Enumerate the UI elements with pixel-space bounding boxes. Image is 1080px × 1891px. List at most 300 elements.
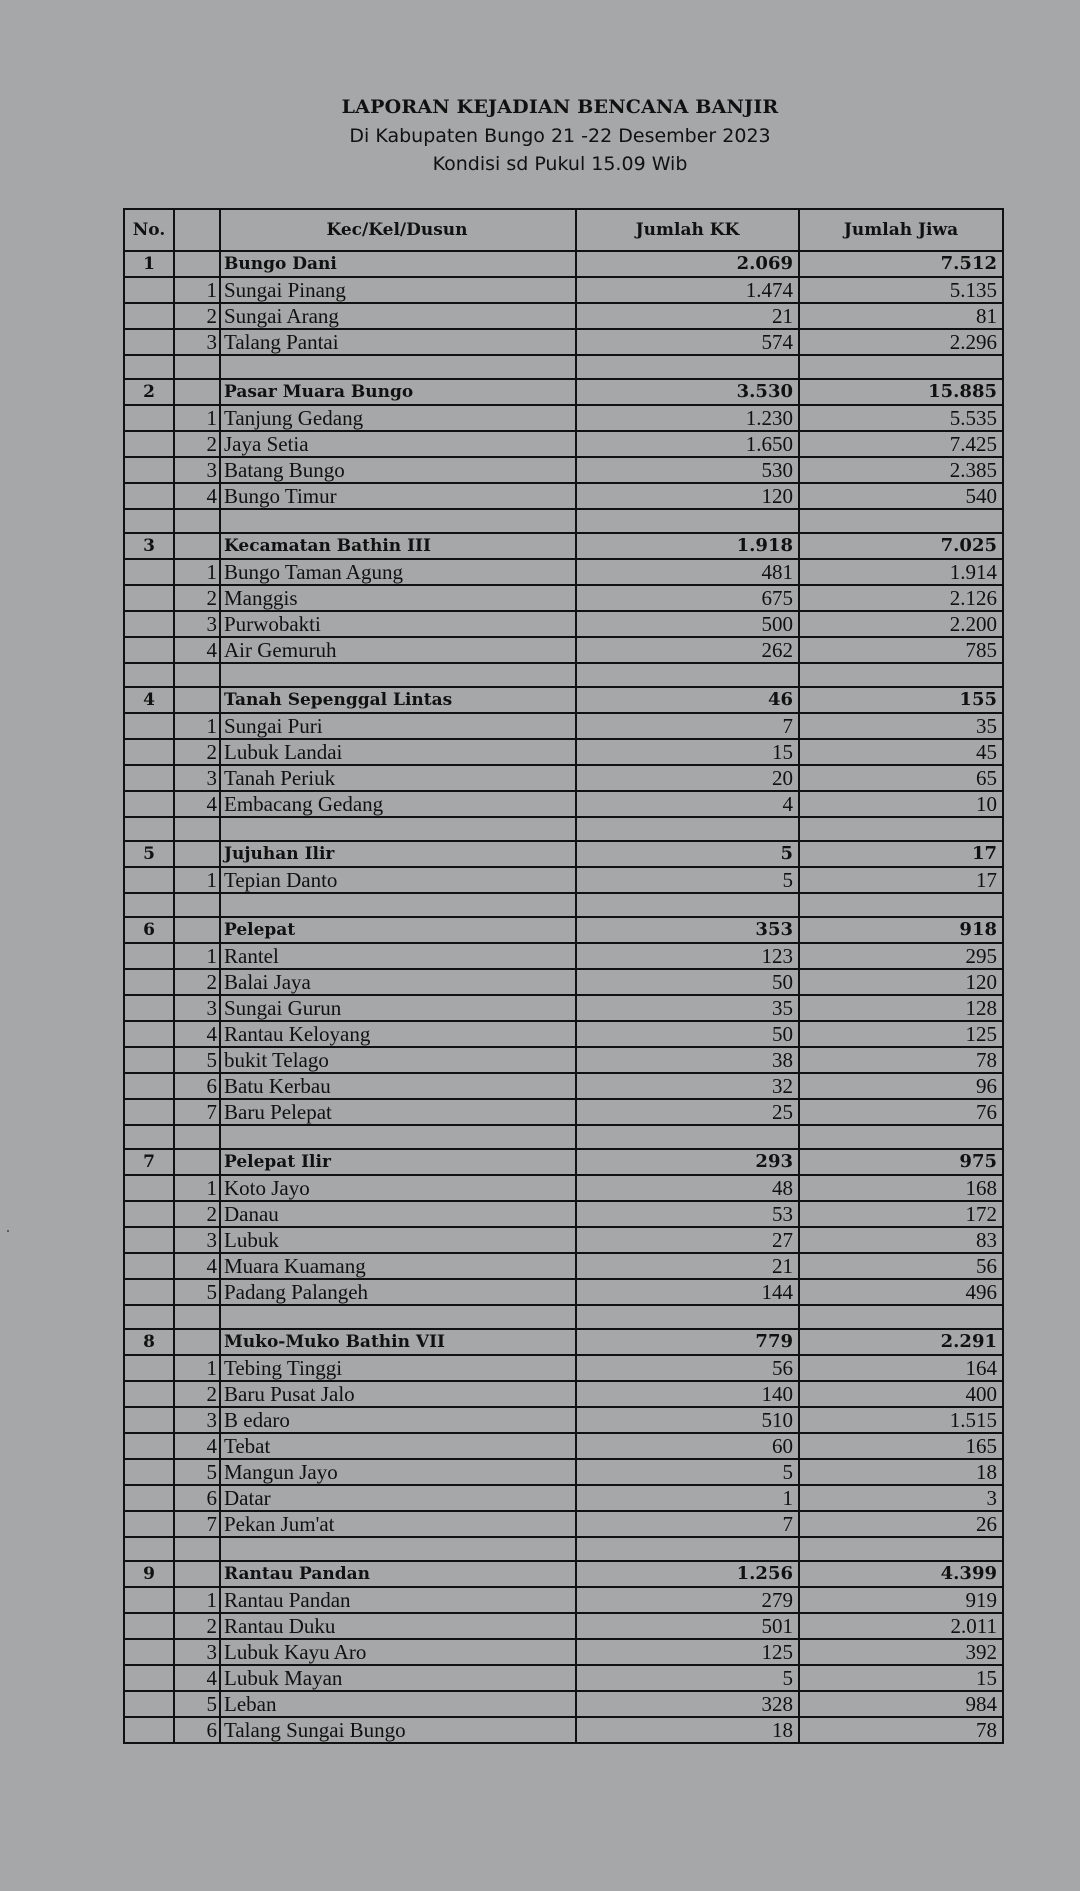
empty-cell — [174, 509, 220, 533]
village-jiwa: 83 — [799, 1227, 1003, 1253]
empty-cell — [124, 1407, 174, 1433]
village-row — [124, 585, 1003, 611]
village-row — [124, 1175, 1003, 1201]
empty-cell — [124, 1305, 174, 1329]
spacer-row — [124, 355, 1003, 379]
village-row — [124, 1587, 1003, 1613]
empty-cell — [576, 509, 799, 533]
village-index: 1 — [174, 1355, 220, 1381]
village-row — [124, 1511, 1003, 1537]
village-jiwa: 128 — [799, 995, 1003, 1021]
header-index — [174, 209, 220, 251]
empty-cell — [124, 303, 174, 329]
empty-cell — [124, 969, 174, 995]
empty-cell — [124, 355, 174, 379]
empty-cell — [124, 893, 174, 917]
village-kk: 1.230 — [576, 405, 799, 431]
village-kk: 60 — [576, 1433, 799, 1459]
village-index: 1 — [174, 713, 220, 739]
empty-cell — [799, 509, 1003, 533]
village-index: 5 — [174, 1279, 220, 1305]
village-name: Bungo Timur — [220, 483, 576, 509]
village-kk: 501 — [576, 1613, 799, 1639]
village-row — [124, 1407, 1003, 1433]
district-row — [124, 687, 1003, 713]
report-condition: Kondisi sd Pukul 15.09 Wib — [432, 153, 688, 175]
empty-cell — [124, 1253, 174, 1279]
empty-cell — [174, 1537, 220, 1561]
village-jiwa: 785 — [799, 637, 1003, 663]
empty-cell — [124, 1691, 174, 1717]
village-name: Jaya Setia — [220, 431, 576, 457]
village-row — [124, 329, 1003, 355]
village-index: 7 — [174, 1511, 220, 1537]
district-jiwa-total: 7.025 — [799, 533, 1003, 559]
village-name: Danau — [220, 1201, 576, 1227]
village-jiwa: 400 — [799, 1381, 1003, 1407]
district-row — [124, 1329, 1003, 1355]
village-index: 3 — [174, 611, 220, 637]
header-name: Kec/Kel/Dusun — [220, 209, 576, 251]
village-index: 5 — [174, 1691, 220, 1717]
empty-cell — [124, 943, 174, 969]
flood-report-table — [123, 208, 1004, 1744]
village-name: Batang Bungo — [220, 457, 576, 483]
table-header-row — [124, 209, 1003, 251]
empty-cell — [124, 1433, 174, 1459]
village-jiwa: 2.200 — [799, 611, 1003, 637]
village-kk: 279 — [576, 1587, 799, 1613]
village-kk: 144 — [576, 1279, 799, 1305]
village-row — [124, 739, 1003, 765]
district-number: 2 — [124, 379, 174, 405]
village-kk: 21 — [576, 303, 799, 329]
village-jiwa: 7.425 — [799, 431, 1003, 457]
village-jiwa: 3 — [799, 1485, 1003, 1511]
empty-cell — [124, 585, 174, 611]
village-jiwa: 168 — [799, 1175, 1003, 1201]
district-name: Pelepat — [220, 917, 576, 943]
village-jiwa: 172 — [799, 1201, 1003, 1227]
village-index: 6 — [174, 1717, 220, 1743]
village-row — [124, 1665, 1003, 1691]
empty-cell — [220, 355, 576, 379]
village-index: 2 — [174, 1201, 220, 1227]
village-row — [124, 1253, 1003, 1279]
district-number: 1 — [124, 251, 174, 277]
village-row — [124, 765, 1003, 791]
district-name: Kecamatan Bathin III — [220, 533, 576, 559]
village-index: 2 — [174, 969, 220, 995]
empty-cell — [220, 1305, 576, 1329]
village-index: 4 — [174, 791, 220, 817]
empty-cell — [124, 817, 174, 841]
empty-cell — [124, 1639, 174, 1665]
village-kk: 56 — [576, 1355, 799, 1381]
village-name: B edaro — [220, 1407, 576, 1433]
village-jiwa: 125 — [799, 1021, 1003, 1047]
empty-cell — [799, 893, 1003, 917]
village-row — [124, 559, 1003, 585]
village-jiwa: 2.126 — [799, 585, 1003, 611]
village-row — [124, 1279, 1003, 1305]
village-kk: 328 — [576, 1691, 799, 1717]
empty-cell — [174, 1125, 220, 1149]
empty-cell — [124, 1355, 174, 1381]
village-index: 1 — [174, 1587, 220, 1613]
village-kk: 38 — [576, 1047, 799, 1073]
empty-cell — [124, 1073, 174, 1099]
village-index: 2 — [174, 1381, 220, 1407]
scan-speck — [7, 1230, 9, 1232]
village-index: 5 — [174, 1459, 220, 1485]
village-kk: 140 — [576, 1381, 799, 1407]
empty-cell — [576, 1537, 799, 1561]
village-name: Lubuk Landai — [220, 739, 576, 765]
district-kk-total: 1.256 — [576, 1561, 799, 1587]
header-jiwa: Jumlah Jiwa — [799, 209, 1003, 251]
village-kk: 5 — [576, 1459, 799, 1485]
village-jiwa: 120 — [799, 969, 1003, 995]
empty-cell — [174, 841, 220, 867]
spacer-row — [124, 1305, 1003, 1329]
village-index: 3 — [174, 1407, 220, 1433]
village-jiwa: 1.515 — [799, 1407, 1003, 1433]
village-index: 4 — [174, 483, 220, 509]
empty-cell — [174, 1561, 220, 1587]
empty-cell — [124, 1047, 174, 1073]
village-name: Rantau Pandan — [220, 1587, 576, 1613]
district-row — [124, 1149, 1003, 1175]
empty-cell — [124, 611, 174, 637]
empty-cell — [124, 1125, 174, 1149]
village-name: Bungo Taman Agung — [220, 559, 576, 585]
district-jiwa-total: 15.885 — [799, 379, 1003, 405]
village-index: 4 — [174, 1433, 220, 1459]
village-name: Batu Kerbau — [220, 1073, 576, 1099]
village-index: 1 — [174, 277, 220, 303]
village-kk: 53 — [576, 1201, 799, 1227]
village-kk: 1.650 — [576, 431, 799, 457]
spacer-row — [124, 1537, 1003, 1561]
village-kk: 20 — [576, 765, 799, 791]
district-jiwa-total: 17 — [799, 841, 1003, 867]
district-row — [124, 1561, 1003, 1587]
village-jiwa: 76 — [799, 1099, 1003, 1125]
empty-cell — [124, 1279, 174, 1305]
village-name: Sungai Arang — [220, 303, 576, 329]
village-jiwa: 15 — [799, 1665, 1003, 1691]
district-kk-total: 46 — [576, 687, 799, 713]
empty-cell — [799, 663, 1003, 687]
empty-cell — [174, 687, 220, 713]
village-jiwa: 56 — [799, 1253, 1003, 1279]
village-jiwa: 295 — [799, 943, 1003, 969]
empty-cell — [124, 277, 174, 303]
empty-cell — [174, 817, 220, 841]
village-jiwa: 10 — [799, 791, 1003, 817]
village-jiwa: 78 — [799, 1047, 1003, 1073]
village-index: 1 — [174, 943, 220, 969]
village-index: 1 — [174, 1175, 220, 1201]
empty-cell — [124, 1717, 174, 1743]
empty-cell — [174, 893, 220, 917]
village-name: Sungai Gurun — [220, 995, 576, 1021]
empty-cell — [124, 867, 174, 893]
district-jiwa-total: 155 — [799, 687, 1003, 713]
village-index: 7 — [174, 1099, 220, 1125]
village-name: Talang Sungai Bungo — [220, 1717, 576, 1743]
village-kk: 1 — [576, 1485, 799, 1511]
district-name: Pasar Muara Bungo — [220, 379, 576, 405]
empty-cell — [174, 1329, 220, 1355]
district-row — [124, 841, 1003, 867]
village-row — [124, 713, 1003, 739]
village-jiwa: 35 — [799, 713, 1003, 739]
village-name: Tebing Tinggi — [220, 1355, 576, 1381]
village-kk: 5 — [576, 867, 799, 893]
empty-cell — [576, 663, 799, 687]
village-name: Purwobakti — [220, 611, 576, 637]
village-row — [124, 791, 1003, 817]
empty-cell — [124, 1201, 174, 1227]
district-number: 7 — [124, 1149, 174, 1175]
empty-cell — [124, 995, 174, 1021]
district-number: 5 — [124, 841, 174, 867]
empty-cell — [220, 817, 576, 841]
village-name: Tanah Periuk — [220, 765, 576, 791]
village-jiwa: 165 — [799, 1433, 1003, 1459]
empty-cell — [124, 1587, 174, 1613]
village-row — [124, 995, 1003, 1021]
village-kk: 21 — [576, 1253, 799, 1279]
village-kk: 481 — [576, 559, 799, 585]
village-jiwa: 164 — [799, 1355, 1003, 1381]
village-index: 1 — [174, 559, 220, 585]
village-row — [124, 969, 1003, 995]
empty-cell — [124, 1227, 174, 1253]
village-row — [124, 303, 1003, 329]
empty-cell — [220, 1537, 576, 1561]
village-kk: 125 — [576, 1639, 799, 1665]
empty-cell — [576, 1125, 799, 1149]
village-kk: 50 — [576, 969, 799, 995]
empty-cell — [124, 663, 174, 687]
empty-cell — [799, 1305, 1003, 1329]
village-kk: 120 — [576, 483, 799, 509]
village-index: 4 — [174, 1665, 220, 1691]
village-name: Tanjung Gedang — [220, 405, 576, 431]
header-no: No. — [124, 209, 174, 251]
village-row — [124, 1485, 1003, 1511]
village-kk: 18 — [576, 1717, 799, 1743]
village-index: 2 — [174, 1613, 220, 1639]
district-number: 3 — [124, 533, 174, 559]
district-kk-total: 293 — [576, 1149, 799, 1175]
village-kk: 7 — [576, 713, 799, 739]
village-row — [124, 1355, 1003, 1381]
village-kk: 500 — [576, 611, 799, 637]
village-index: 4 — [174, 1253, 220, 1279]
empty-cell — [576, 355, 799, 379]
empty-cell — [124, 509, 174, 533]
village-kk: 574 — [576, 329, 799, 355]
empty-cell — [174, 533, 220, 559]
village-row — [124, 1639, 1003, 1665]
village-row — [124, 1099, 1003, 1125]
village-row — [124, 1613, 1003, 1639]
village-row — [124, 637, 1003, 663]
village-jiwa: 65 — [799, 765, 1003, 791]
report-title: LAPORAN KEJADIAN BENCANA BANJIR — [341, 96, 779, 118]
district-number: 4 — [124, 687, 174, 713]
village-name: bukit Telago — [220, 1047, 576, 1073]
empty-cell — [174, 1149, 220, 1175]
village-index: 3 — [174, 329, 220, 355]
district-kk-total: 3.530 — [576, 379, 799, 405]
village-name: Sungai Pinang — [220, 277, 576, 303]
village-name: Lubuk Kayu Aro — [220, 1639, 576, 1665]
village-name: Lubuk — [220, 1227, 576, 1253]
village-index: 1 — [174, 405, 220, 431]
district-name: Tanah Sepenggal Lintas — [220, 687, 576, 713]
village-jiwa: 540 — [799, 483, 1003, 509]
village-kk: 35 — [576, 995, 799, 1021]
district-name: Pelepat Ilir — [220, 1149, 576, 1175]
village-row — [124, 483, 1003, 509]
village-row — [124, 1047, 1003, 1073]
village-index: 6 — [174, 1073, 220, 1099]
village-kk: 123 — [576, 943, 799, 969]
empty-cell — [124, 713, 174, 739]
village-name: Padang Palangeh — [220, 1279, 576, 1305]
village-jiwa: 45 — [799, 739, 1003, 765]
empty-cell — [799, 1537, 1003, 1561]
village-row — [124, 457, 1003, 483]
village-index: 4 — [174, 1021, 220, 1047]
village-name: Air Gemuruh — [220, 637, 576, 663]
village-jiwa: 81 — [799, 303, 1003, 329]
empty-cell — [124, 1099, 174, 1125]
village-index: 3 — [174, 457, 220, 483]
empty-cell — [576, 1305, 799, 1329]
village-name: Leban — [220, 1691, 576, 1717]
empty-cell — [124, 483, 174, 509]
empty-cell — [124, 1511, 174, 1537]
empty-cell — [124, 1021, 174, 1047]
district-kk-total: 779 — [576, 1329, 799, 1355]
empty-cell — [124, 559, 174, 585]
village-jiwa: 17 — [799, 867, 1003, 893]
village-name: Mangun Jayo — [220, 1459, 576, 1485]
village-kk: 675 — [576, 585, 799, 611]
village-jiwa: 2.385 — [799, 457, 1003, 483]
report-header — [0, 92, 1080, 178]
district-name: Jujuhan Ilir — [220, 841, 576, 867]
district-number: 9 — [124, 1561, 174, 1587]
empty-cell — [124, 405, 174, 431]
empty-cell — [576, 893, 799, 917]
district-row — [124, 379, 1003, 405]
village-name: Talang Pantai — [220, 329, 576, 355]
district-number: 8 — [124, 1329, 174, 1355]
village-name: Sungai Puri — [220, 713, 576, 739]
spacer-row — [124, 663, 1003, 687]
village-index: 2 — [174, 303, 220, 329]
village-index: 4 — [174, 637, 220, 663]
village-row — [124, 1073, 1003, 1099]
district-jiwa-total: 4.399 — [799, 1561, 1003, 1587]
village-index: 3 — [174, 995, 220, 1021]
village-kk: 50 — [576, 1021, 799, 1047]
empty-cell — [220, 893, 576, 917]
spacer-row — [124, 509, 1003, 533]
village-row — [124, 1691, 1003, 1717]
village-kk: 48 — [576, 1175, 799, 1201]
village-name: Muara Kuamang — [220, 1253, 576, 1279]
village-kk: 262 — [576, 637, 799, 663]
district-number: 6 — [124, 917, 174, 943]
district-jiwa-total: 975 — [799, 1149, 1003, 1175]
empty-cell — [124, 1665, 174, 1691]
empty-cell — [124, 1459, 174, 1485]
village-name: Rantau Keloyang — [220, 1021, 576, 1047]
empty-cell — [124, 457, 174, 483]
empty-cell — [220, 663, 576, 687]
district-jiwa-total: 918 — [799, 917, 1003, 943]
village-name: Tepian Danto — [220, 867, 576, 893]
village-kk: 5 — [576, 1665, 799, 1691]
district-row — [124, 917, 1003, 943]
village-row — [124, 1201, 1003, 1227]
empty-cell — [124, 329, 174, 355]
spacer-row — [124, 1125, 1003, 1149]
village-name: Balai Jaya — [220, 969, 576, 995]
spacer-row — [124, 893, 1003, 917]
village-row — [124, 1459, 1003, 1485]
district-row — [124, 251, 1003, 277]
village-jiwa: 5.535 — [799, 405, 1003, 431]
village-name: Pekan Jum'at — [220, 1511, 576, 1537]
district-kk-total: 353 — [576, 917, 799, 943]
village-kk: 32 — [576, 1073, 799, 1099]
village-name: Tebat — [220, 1433, 576, 1459]
empty-cell — [124, 1381, 174, 1407]
district-jiwa-total: 7.512 — [799, 251, 1003, 277]
report-subtitle: Di Kabupaten Bungo 21 -22 Desember 2023 — [349, 125, 771, 147]
district-name: Muko-Muko Bathin VII — [220, 1329, 576, 1355]
empty-cell — [174, 663, 220, 687]
empty-cell — [174, 251, 220, 277]
village-jiwa: 78 — [799, 1717, 1003, 1743]
village-row — [124, 405, 1003, 431]
village-row — [124, 867, 1003, 893]
district-jiwa-total: 2.291 — [799, 1329, 1003, 1355]
district-name: Bungo Dani — [220, 251, 576, 277]
village-jiwa: 984 — [799, 1691, 1003, 1717]
village-row — [124, 1433, 1003, 1459]
village-kk: 27 — [576, 1227, 799, 1253]
empty-cell — [174, 1305, 220, 1329]
village-jiwa: 392 — [799, 1639, 1003, 1665]
village-index: 3 — [174, 1227, 220, 1253]
empty-cell — [124, 1485, 174, 1511]
village-jiwa: 18 — [799, 1459, 1003, 1485]
empty-cell — [220, 509, 576, 533]
district-kk-total: 1.918 — [576, 533, 799, 559]
village-name: Lubuk Mayan — [220, 1665, 576, 1691]
village-index: 5 — [174, 1047, 220, 1073]
